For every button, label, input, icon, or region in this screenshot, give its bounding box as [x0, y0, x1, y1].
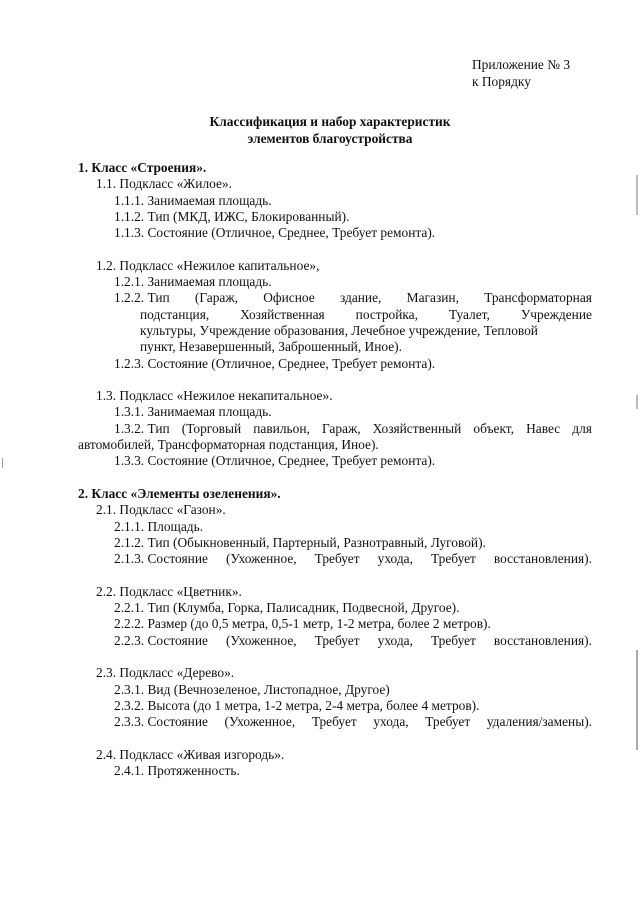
title-line-1: Классификация и набор характеристик [209, 114, 451, 129]
word: для [572, 420, 592, 436]
item-1-3-1: 1.3.1. Занимаемая площадь. [114, 404, 272, 420]
word: (Ухоженное, [224, 714, 296, 730]
item-2-1-3 [0, 551, 640, 567]
appendix-line-2: к Порядку [472, 74, 531, 89]
item-1-1-3: 1.1.3. Состояние (Отличное, Среднее, Требует ремонта). [114, 225, 436, 241]
item-1-2-3: 1.2.3. Состояние (Отличное, Среднее, Требует ремонта). [114, 355, 436, 371]
item-1-1-2: 1.1.2. Тип (МКД, ИЖС, Блокированный). [114, 208, 350, 224]
word: Требует [430, 632, 476, 648]
word: (Ухоженное, [225, 551, 297, 567]
word: объект, [473, 420, 514, 436]
word: Учреждение [520, 306, 592, 322]
word: Требует [314, 632, 360, 648]
word: Требует [430, 551, 476, 567]
item-2-1-1: 2.1.1. Площадь. [114, 518, 204, 534]
word: 1.2.2. Тип [114, 290, 170, 306]
word: 2.3.3. Состояние [114, 714, 208, 730]
item-1-2-2-line-3: культуры, Учреждение образования, Лечебное учреждение, Тепловой [140, 322, 538, 338]
appendix-line-1: Приложение № 3 [472, 57, 571, 72]
item-1-2-2-line-1 [0, 290, 640, 306]
item-2-2-1: 2.2.1. Тип (Клумба, Горка, Палисадник, Подвесной, Другое). [114, 600, 460, 616]
subclass-1-3-heading: 1.3. Подкласс «Нежилое некапитальное». [96, 388, 333, 404]
word: восстановления). [493, 632, 592, 648]
item-1-3-2-line-1 [0, 421, 640, 437]
item-1-1-1: 1.1.1. Занимаемая площадь. [114, 192, 272, 208]
item-2-2-3 [0, 633, 640, 649]
word: Туалет, [448, 306, 490, 322]
word: Трансформаторная [484, 290, 592, 306]
item-1-2-1: 1.2.1. Занимаемая площадь. [114, 274, 272, 290]
item-2-2-2: 2.2.2. Размер (до 0,5 метра, 0,5-1 метр, 1-2 метра, более 2 метров). [114, 616, 491, 632]
document-body [0, 160, 640, 779]
word: (Гараж, [194, 290, 238, 306]
word: восстановления). [493, 551, 592, 567]
item-2-3-2: 2.3.2. Высота (до 1 метра, 1-2 метра, 2-4 метра, более 4 метров). [114, 697, 480, 713]
word: Хозяйственная [240, 306, 325, 322]
subclass-2-4-heading: 2.4. Подкласс «Живая изгородь». [96, 746, 285, 762]
scan-mark [636, 650, 638, 750]
word: ухода, [377, 551, 413, 567]
item-1-2-2-line-2 [0, 307, 640, 323]
word: ухода, [377, 632, 413, 648]
scan-mark [636, 175, 638, 215]
title-line-2: элементов благоустройства [247, 131, 413, 146]
word: Магазин, [406, 290, 459, 306]
subclass-1-1-heading: 1.1. Подкласс «Жилое». [96, 176, 232, 192]
word: Требует [311, 714, 357, 730]
word: павильон, [253, 420, 310, 436]
word: 2.2.3. Состояние [114, 632, 208, 648]
item-2-4-1: 2.4.1. Протяженность. [114, 762, 240, 778]
subclass-2-1-heading: 2.1. Подкласс «Газон». [96, 502, 226, 518]
word: 1.3.2. Тип [114, 420, 170, 436]
word: удаления/замены). [486, 714, 592, 730]
scan-mark [2, 458, 3, 468]
class-1-heading: 1. Класс «Строения». [78, 160, 207, 175]
subclass-2-2-heading: 2.2. Подкласс «Цветник». [96, 583, 242, 599]
word: здание, [339, 290, 382, 306]
word: подстанция, [140, 306, 210, 322]
word: Офисное [263, 290, 315, 306]
word: Гараж, [321, 420, 361, 436]
scan-mark [636, 395, 638, 409]
word: Хозяйственный [372, 420, 462, 436]
item-1-3-3: 1.3.3. Состояние (Отличное, Среднее, Требует ремонта). [114, 453, 436, 469]
document-title [0, 113, 640, 147]
word: Навес [526, 420, 561, 436]
word: ухода, [373, 714, 409, 730]
class-2-heading: 2. Класс «Элементы озеленения». [78, 485, 281, 501]
word: (Ухоженное, [225, 632, 297, 648]
subclass-1-2-heading: 1.2. Подкласс «Нежилое капитальное», [96, 257, 320, 273]
item-2-1-2: 2.1.2. Тип (Обыкновенный, Партерный, Разнотравный, Луговой). [114, 534, 486, 550]
word: постройка, [355, 306, 418, 322]
item-1-2-2-line-4: пункт, Незавершенный, Заброшенный, Иное). [140, 339, 402, 355]
word: (Торговый [181, 420, 242, 436]
item-2-3-1: 2.3.1. Вид (Вечнозеленое, Листопадное, Другое) [114, 681, 390, 697]
word: Требует [425, 714, 471, 730]
word: Требует [314, 551, 360, 567]
item-2-3-3 [0, 714, 640, 730]
word: 2.1.3. Состояние [114, 551, 208, 567]
appendix-note [472, 56, 570, 90]
subclass-2-3-heading: 2.3. Подкласс «Дерево». [96, 665, 235, 681]
item-1-3-2-line-2: автомобилей, Трансформаторная подстанция, Иное). [78, 437, 379, 453]
